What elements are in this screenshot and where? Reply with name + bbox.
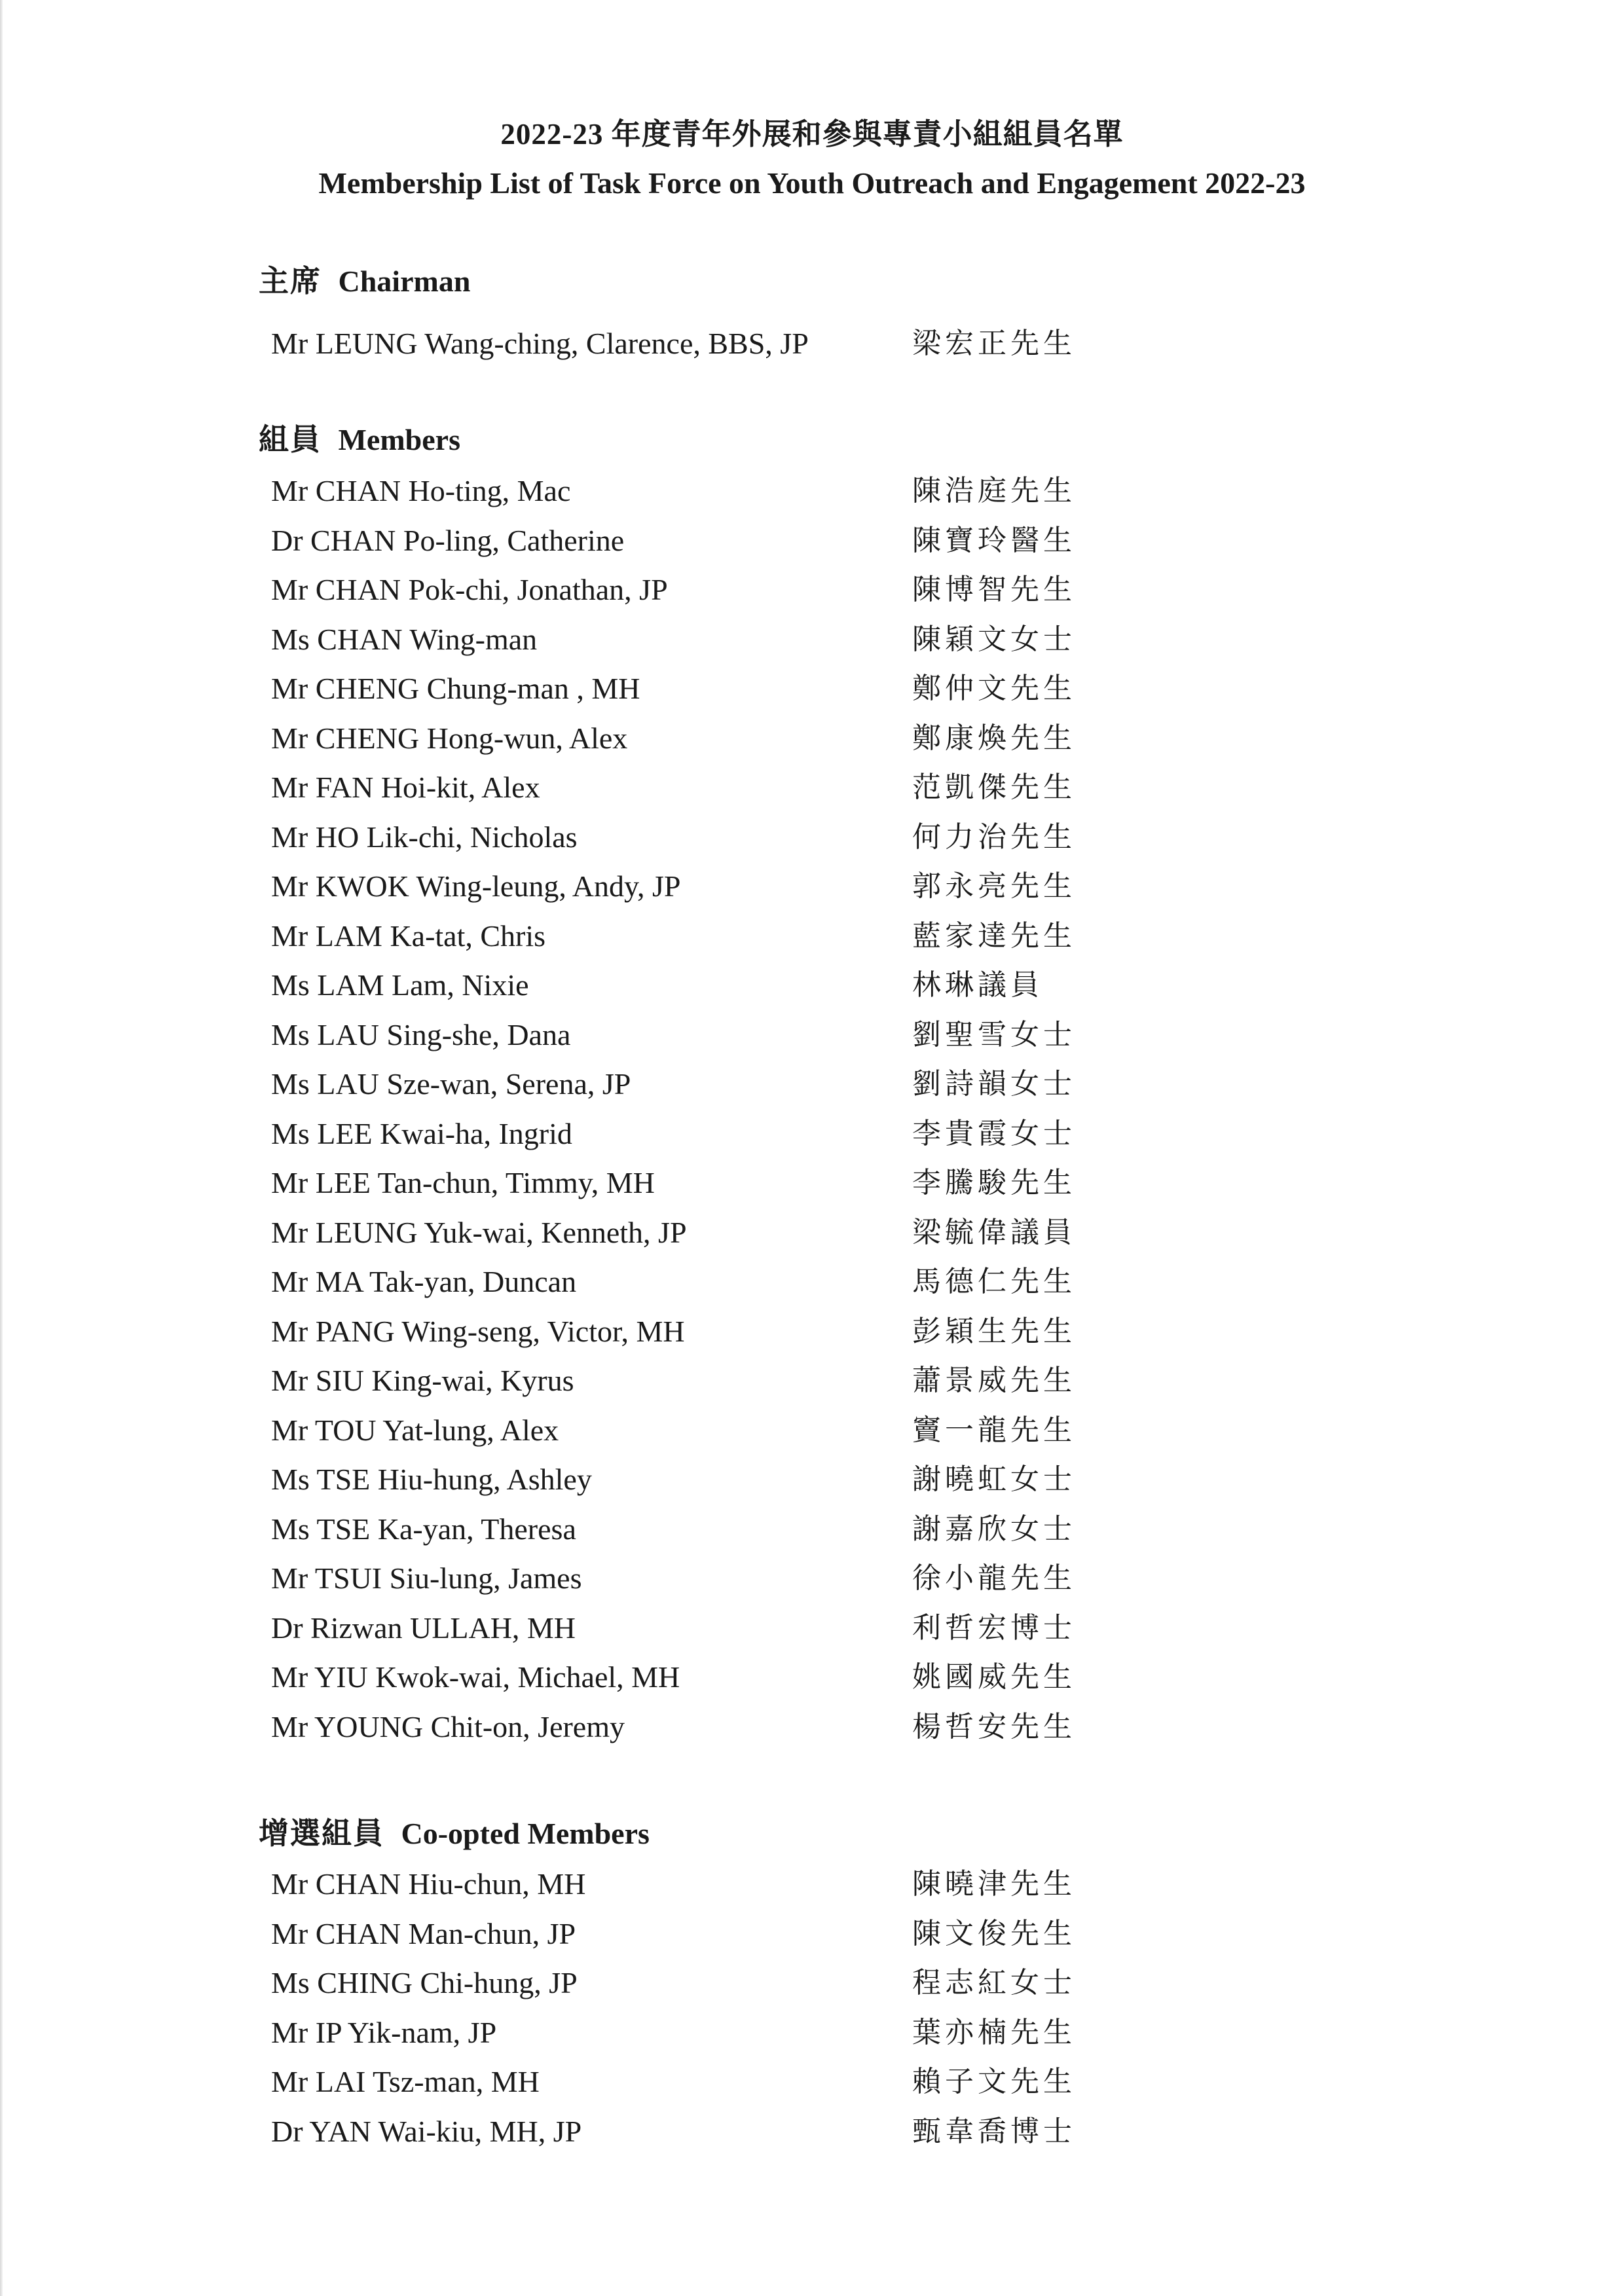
member-name-english: Mr LAI Tsz-man, MH <box>271 2065 540 2098</box>
member-name-english: Mr PANG Wing-seng, Victor, MH <box>271 1314 685 1348</box>
member-name-english: Mr MA Tak-yan, Duncan <box>271 1265 577 1298</box>
section-heading-english: Members <box>338 423 460 456</box>
member-name-chinese: 范凱傑先生 <box>912 771 1076 803</box>
member-row <box>0 1411 1624 1461</box>
member-name-english: Mr KWOK Wing-leung, Andy, JP <box>271 869 681 903</box>
member-row <box>0 1460 1624 1510</box>
member-name-english: Mr TSUI Siu-lung, James <box>271 1561 582 1595</box>
member-name-english: Mr YOUNG Chit-on, Jeremy <box>271 1709 625 1743</box>
member-row <box>0 1865 1624 1914</box>
member-row <box>0 1015 1624 1065</box>
member-name-chinese: 藍家達先生 <box>912 919 1076 952</box>
section-heading-english: Chairman <box>338 264 471 298</box>
member-name-chinese: 徐小龍先生 <box>912 1562 1076 1594</box>
member-name-chinese: 劉聖雪女士 <box>912 1018 1076 1051</box>
member-name-chinese: 馬德仁先生 <box>912 1266 1076 1298</box>
member-name-english: Mr CHAN Ho-ting, Mac <box>271 474 571 507</box>
member-name-english: Mr HO Lik-chi, Nicholas <box>271 820 578 854</box>
member-name-english: Ms CHING Chi-hung, JP <box>271 1966 578 1999</box>
section-heading-coopted-members <box>259 1814 650 1853</box>
member-name-chinese: 郭永亮先生 <box>912 870 1076 902</box>
section-heading-english: Co-opted Members <box>401 1817 650 1850</box>
member-name-english: Mr IP Yik-nam, JP <box>271 2015 497 2049</box>
member-name-chinese: 彭穎生先生 <box>912 1315 1076 1347</box>
member-row <box>0 1361 1624 1411</box>
member-name-english: Ms CHAN Wing-man <box>271 622 538 656</box>
member-row <box>0 324 1624 374</box>
member-name-chinese: 陳博智先生 <box>912 574 1076 606</box>
member-name-chinese: 鄭仲文先生 <box>912 672 1076 704</box>
member-row <box>0 1262 1624 1312</box>
member-row <box>0 1510 1624 1559</box>
member-row <box>0 1312 1624 1362</box>
member-name-chinese: 劉詩韻女士 <box>912 1068 1076 1100</box>
member-name-english: Mr CHAN Man-chun, JP <box>271 1916 576 1950</box>
member-name-chinese: 何力治先生 <box>912 820 1076 853</box>
member-name-chinese: 蕭景威先生 <box>912 1364 1076 1396</box>
member-name-chinese: 陳穎文女士 <box>912 623 1076 655</box>
member-name-chinese: 梁宏正先生 <box>912 327 1076 359</box>
member-row <box>0 2013 1624 2063</box>
document-title-chinese: 2022-23 年度青年外展和參與專責小組組員名單 <box>500 118 1124 151</box>
member-row <box>0 917 1624 966</box>
document-title-english: Membership List of Task Force on Youth Outreach and Engagement 2022-23 <box>318 166 1306 200</box>
member-name-english: Mr TOU Yat-lung, Alex <box>271 1413 559 1447</box>
member-name-english: Ms TSE Ka-yan, Theresa <box>271 1512 576 1546</box>
member-name-chinese: 林琳議員 <box>912 969 1043 1001</box>
member-name-chinese: 甄韋喬博士 <box>912 2115 1076 2147</box>
section-heading-members <box>259 420 460 460</box>
member-row <box>0 818 1624 867</box>
member-row <box>0 1213 1624 1263</box>
member-name-chinese: 賴子文先生 <box>912 2066 1076 2098</box>
member-name-chinese: 陳浩庭先生 <box>912 475 1076 507</box>
member-name-chinese: 李貴霞女士 <box>912 1117 1076 1150</box>
member-name-english: Dr YAN Wai-kiu, MH, JP <box>271 2114 582 2148</box>
member-row <box>0 966 1624 1015</box>
section-heading-chairman <box>259 262 470 301</box>
member-name-chinese: 陳曉津先生 <box>912 1868 1076 1900</box>
member-row <box>0 1609 1624 1658</box>
member-row <box>0 1065 1624 1114</box>
section-heading-chinese: 增選組員 <box>259 1817 384 1850</box>
member-name-english: Dr Rizwan ULLAH, MH <box>271 1611 576 1645</box>
member-name-chinese: 程志紅女士 <box>912 1967 1076 1999</box>
member-name-chinese: 陳文俊先生 <box>912 1917 1076 1950</box>
member-name-english: Ms TSE Hiu-hung, Ashley <box>271 1463 592 1496</box>
member-name-english: Mr YIU Kwok-wai, Michael, MH <box>271 1660 680 1694</box>
member-row <box>0 1658 1624 1707</box>
member-row <box>0 1163 1624 1213</box>
section-heading-chinese: 組員 <box>259 423 322 456</box>
member-name-chinese: 李騰駿先生 <box>912 1167 1076 1199</box>
member-name-english: Mr FAN Hoi-kit, Alex <box>271 771 540 804</box>
member-name-chinese: 梁毓偉議員 <box>912 1216 1076 1248</box>
member-name-chinese: 楊哲安先生 <box>912 1710 1076 1743</box>
member-name-english: Mr CHENG Chung-man , MH <box>271 672 640 705</box>
member-row <box>0 1963 1624 2013</box>
member-name-chinese: 謝嘉欣女士 <box>912 1512 1076 1545</box>
member-row <box>0 1114 1624 1164</box>
member-row <box>0 1707 1624 1757</box>
section-heading-chinese: 主席 <box>259 264 322 298</box>
member-name-english: Mr CHAN Hiu-chun, MH <box>271 1867 586 1901</box>
member-name-english: Mr LEE Tan-chun, Timmy, MH <box>271 1166 655 1199</box>
member-name-english: Mr LAM Ka-tat, Chris <box>271 919 546 953</box>
member-name-chinese: 謝曉虹女士 <box>912 1463 1076 1495</box>
member-name-english: Mr SIU King-wai, Kyrus <box>271 1364 574 1397</box>
member-name-chinese: 鄭康煥先生 <box>912 721 1076 754</box>
member-name-english: Ms LAU Sing-she, Dana <box>271 1017 571 1051</box>
member-name-chinese: 葉亦楠先生 <box>912 2016 1076 2049</box>
member-name-english: Mr CHENG Hong-wun, Alex <box>271 721 628 755</box>
member-name-chinese: 竇一龍先生 <box>912 1413 1076 1446</box>
member-row <box>0 471 1624 521</box>
member-name-chinese: 陳寶玲醫生 <box>912 524 1076 556</box>
member-row <box>0 570 1624 620</box>
member-row <box>0 719 1624 769</box>
member-row <box>0 1559 1624 1609</box>
member-name-english: Ms LEE Kwai-ha, Ingrid <box>271 1116 572 1150</box>
member-row <box>0 1914 1624 1964</box>
member-name-english: Mr LEUNG Yuk-wai, Kenneth, JP <box>271 1215 687 1249</box>
member-name-chinese: 姚國威先生 <box>912 1661 1076 1693</box>
member-name-chinese: 利哲宏博士 <box>912 1611 1076 1644</box>
member-row <box>0 2112 1624 2162</box>
member-name-english: Mr CHAN Pok-chi, Jonathan, JP <box>271 573 668 606</box>
member-name-english: Ms LAM Lam, Nixie <box>271 968 529 1002</box>
member-name-english: Ms LAU Sze-wan, Serena, JP <box>271 1067 631 1101</box>
member-row <box>0 768 1624 818</box>
member-row <box>0 620 1624 670</box>
member-name-english: Dr CHAN Po-ling, Catherine <box>271 523 625 557</box>
member-row <box>0 669 1624 719</box>
member-name-english: Mr LEUNG Wang-ching, Clarence, BBS, JP <box>271 327 809 360</box>
member-row <box>0 2062 1624 2112</box>
member-row <box>0 521 1624 571</box>
member-row <box>0 867 1624 917</box>
